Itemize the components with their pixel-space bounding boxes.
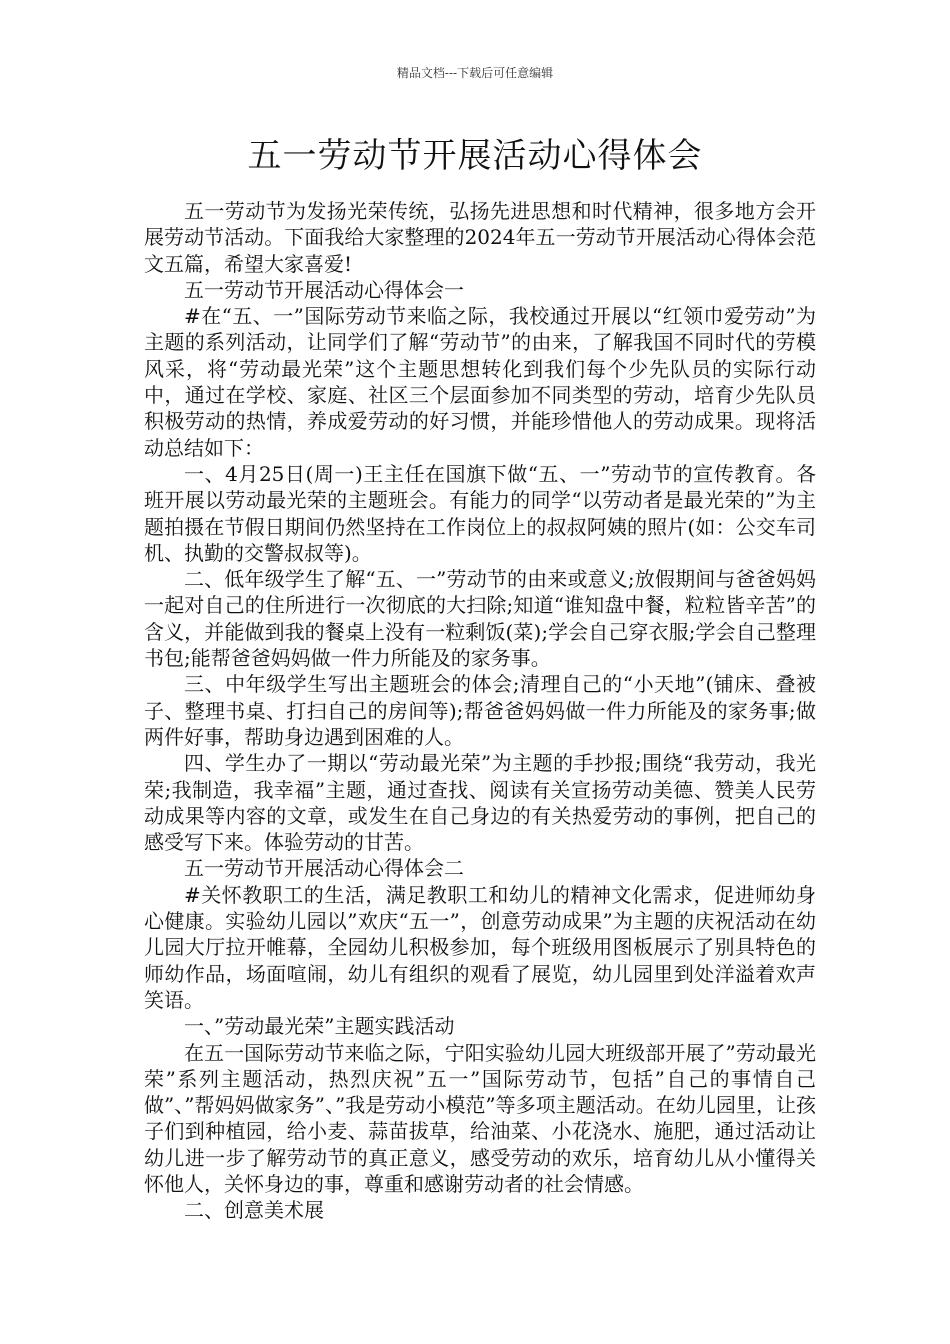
paragraph: 二、低年级学生了解“五、一”劳动节的由来或意义;放假期间与爸爸妈妈一起对自己的住所进行一次彻底的大扫除;知道“谁知盘中餐，粒粒皆辛苦”的含义，并能做到我的餐桌上没有一粒剩饭(菜);学会自己穿衣服;学会自己整理书包;能帮爸爸妈妈做一件力所能及的家务事。 <box>144 567 816 671</box>
paragraph-intro: 五一劳动节为发扬光荣传统，弘扬先进思想和时代精神，很多地方会开展劳动节活动。下面我给大家整理的2024年五一劳动节开展活动心得体会范文五篇，希望大家喜爱! <box>144 199 816 276</box>
paragraph: 一、4月25日(周一)王主任在国旗下做“五、一”劳动节的宣传教育。各班开展以劳动最光荣的主题班会。有能力的同学“以劳动者是最光荣的”为主题拍摄在节假日期间仍然坚持在工作岗位上的叔叔阿姨的照片(如：公交车司机、执勤的交警叔叔等)。 <box>144 461 816 565</box>
paragraph: 四、学生办了一期以“劳动最光荣”为主题的手抄报;围绕“我劳动，我光荣;我制造，我幸福”主题，通过查找、阅读有关宣扬劳动美德、赞美人民劳动成果等内容的文章，或发生在自己身边的有关热爱劳动的事例，把自己的感受写下来。体验劳动的甘苦。 <box>144 751 816 855</box>
section-heading-1: 五一劳动节开展活动心得体会一 <box>184 277 464 302</box>
paragraph: #在“五、一”国际劳动节来临之际，我校通过开展以“红领巾爱劳动”为主题的系列活动，让同学们了解“劳动节”的由来，了解我国不同时代的劳模风采，将“劳动最光荣”这个主题思想转化到我们每个少先队员的实际行动中，通过在学校、家庭、社区三个层面参加不同类型的劳动，培育少先队员积极劳动的热情，养成爱劳动的好习惯，并能珍惜他人的劳动成果。现将活动总结如下： <box>144 304 816 460</box>
section-heading-2: 五一劳动节开展活动心得体会二 <box>184 856 464 881</box>
paragraph: 在五一国际劳动节来临之际，宁阳实验幼儿园大班级部开展了”劳动最光荣”系列主题活动，热烈庆祝”五一”国际劳动节，包括”自己的事情自己做”、”帮妈妈做家务”、”我是劳动小模范”等多项主题活动。在幼儿园里，让孩子们到种植园，给小麦、蒜苗拔草，给油菜、小花浇水、施肥，通过活动让幼儿进一步了解劳动节的真正意义，感受劳动的欢乐，培育幼儿从小懂得关怀他人，关怀身边的事，尊重和感谢劳动者的社会情感。 <box>144 1040 816 1196</box>
document-body <box>144 198 816 1224</box>
paragraph: #关怀教职工的生活，满足教职工和幼儿的精神文化需求，促进师幼身心健康。实验幼儿园以”欢庆“五一”，创意劳动成果”为主题的庆祝活动在幼儿园大厅拉开帷幕，全园幼儿积极参加，每个班级用图板展示了别具特色的师幼作品，场面喧闹，幼儿有组织的观看了展览，幼儿园里到处洋溢着欢声笑语。 <box>144 882 816 1012</box>
subsection-heading: 二、创意美术展 <box>184 1198 324 1223</box>
header-note: 精品文档---下载后可任意编辑 <box>396 66 554 80</box>
document-title: 五一劳动节开展活动心得体会 <box>247 136 703 176</box>
subsection-heading: 一、”劳动最光荣”主题实践活动 <box>184 1014 455 1039</box>
paragraph: 三、中年级学生写出主题班会的体会;清理自己的“小天地”(铺床、叠被子、整理书桌、打扫自己的房间等);帮爸爸妈妈做一件力所能及的家务事;做两件好事，帮助身边遇到困难的人。 <box>144 672 816 749</box>
